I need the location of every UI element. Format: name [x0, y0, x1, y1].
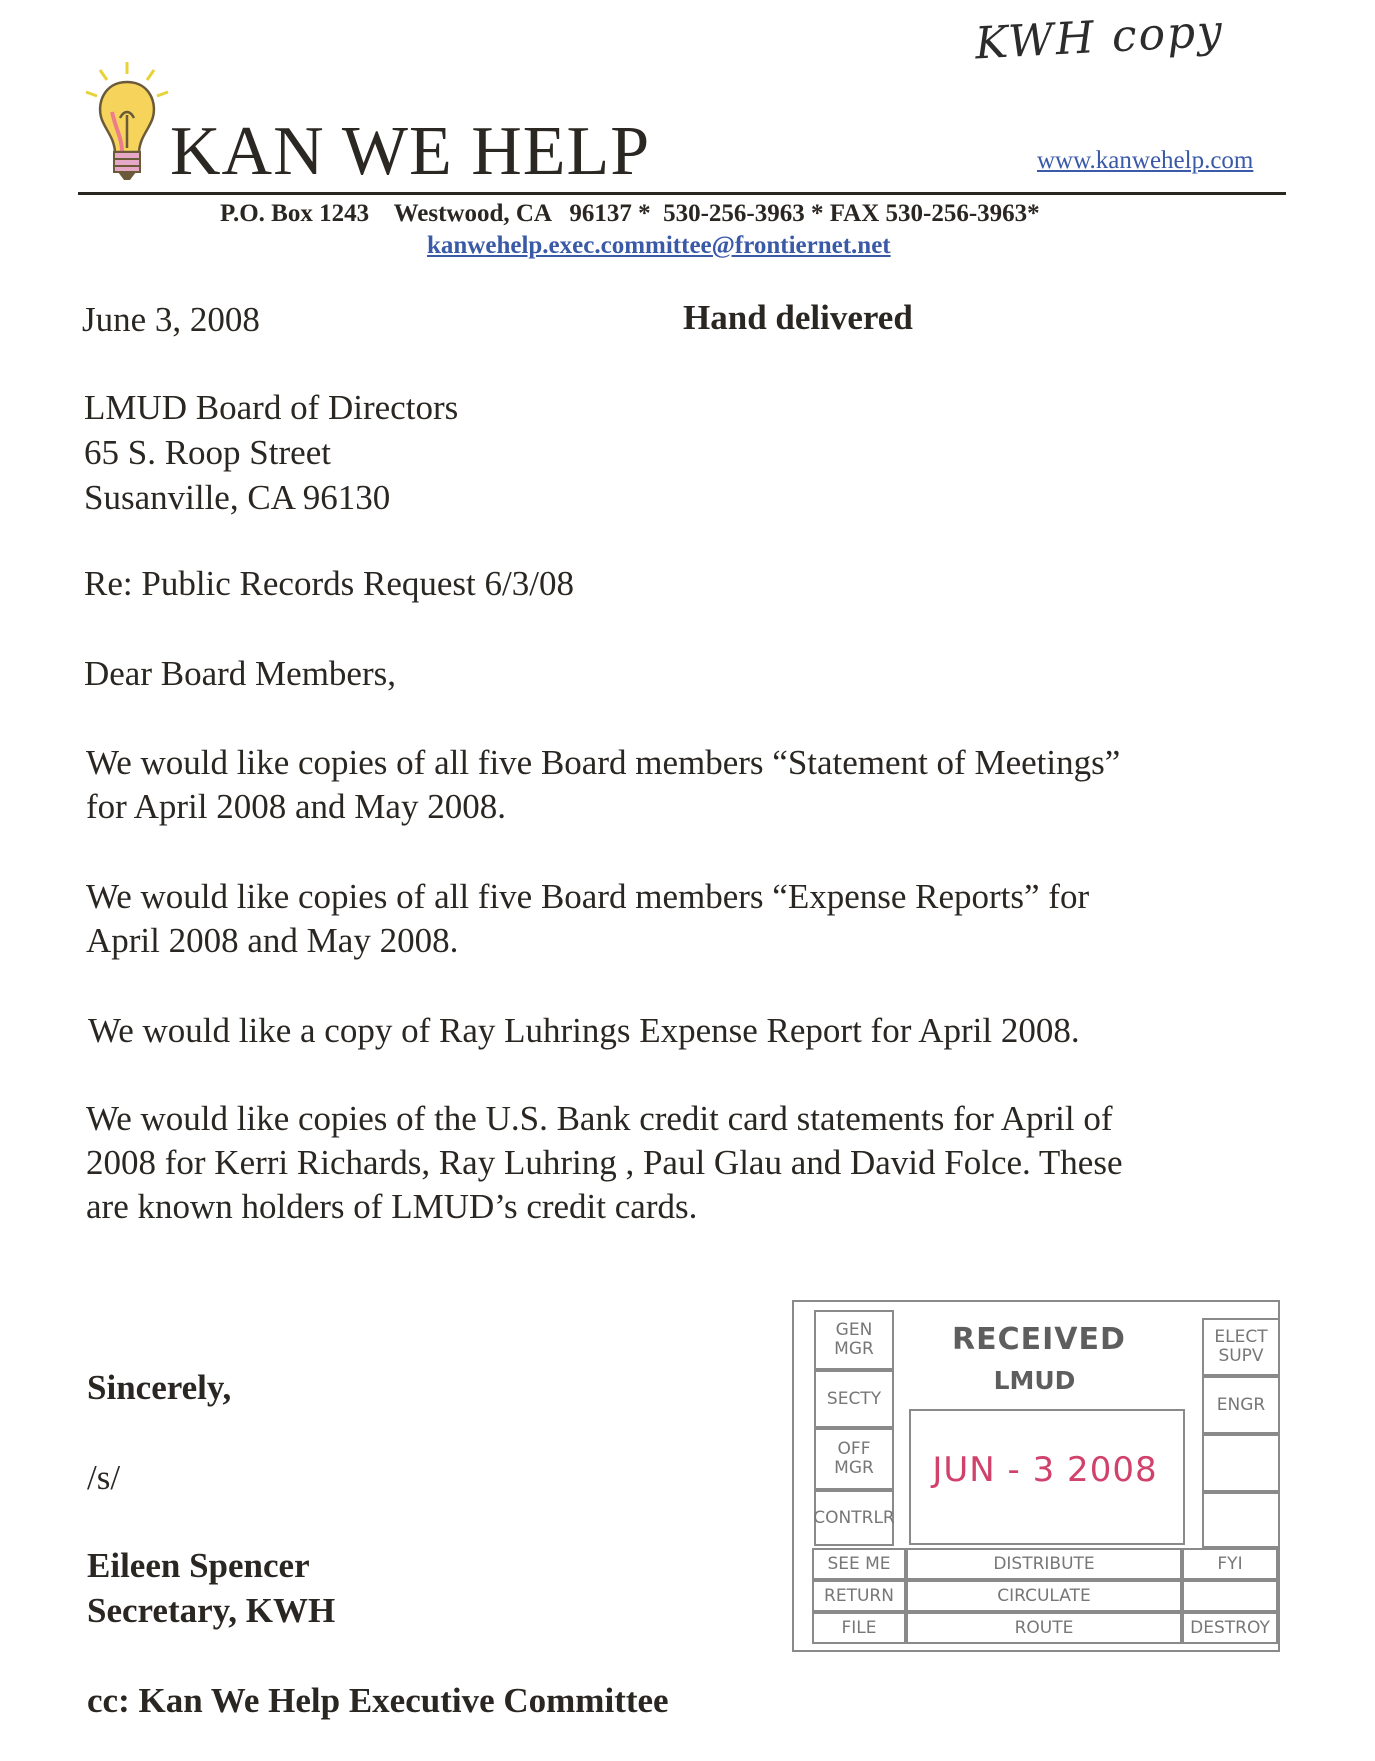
stamp-cell: DISTRIBUTE: [906, 1548, 1182, 1580]
paragraph-line: 2008 for Kerri Richards, Ray Luhring , Paul Glau and David Folce. These: [86, 1143, 1123, 1182]
paragraph: [86, 1097, 1122, 1229]
paragraph-line: for April 2008 and May 2008.: [86, 787, 506, 826]
stamp-org: LMUD: [993, 1366, 1076, 1395]
paragraph-line: are known holders of LMUD’s credit cards.: [86, 1187, 698, 1226]
signer-title: Secretary, KWH: [87, 1591, 336, 1630]
signature: /s/: [87, 1458, 121, 1497]
paragraph-line: We would like a copy of Ray Luhrings Expense Report for April 2008.: [88, 1011, 1080, 1050]
stamp-cell: DESTROY: [1182, 1612, 1278, 1644]
recipient-line: Susanville, CA 96130: [84, 478, 391, 517]
stamp-cell: FILE: [812, 1612, 906, 1644]
stamp-cell: ELECT SUPV: [1202, 1318, 1280, 1376]
website-link[interactable]: www.kanwehelp.com: [1037, 147, 1254, 174]
stamp-cell: FYI: [1182, 1548, 1278, 1580]
paragraph: [86, 875, 1089, 963]
subject-line: Re: Public Records Request 6/3/08: [84, 564, 574, 603]
header-divider: [78, 192, 1286, 195]
stamp-cell: SECTY: [814, 1370, 894, 1428]
signer-name: Eileen Spencer: [87, 1546, 310, 1585]
cc-line: cc: Kan We Help Executive Committee: [87, 1681, 669, 1720]
stamp-cell: CIRCULATE: [906, 1580, 1182, 1612]
stamp-cell: OFF MGR: [814, 1428, 894, 1490]
stamp-cell: SEE ME: [812, 1548, 906, 1580]
stamp-cell: [1202, 1434, 1280, 1492]
paragraph: [88, 1009, 1080, 1053]
org-name: KAN WE HELP: [170, 113, 651, 190]
paragraph-line: April 2008 and May 2008.: [86, 921, 459, 960]
paragraph: [86, 741, 1120, 829]
email-link[interactable]: kanwehelp.exec.committee@frontiernet.net: [427, 232, 891, 259]
handwritten-note: KWH copy: [973, 5, 1226, 70]
delivery-note: Hand delivered: [683, 298, 913, 337]
stamp-cell: [1202, 1492, 1280, 1548]
stamp-date: JUN - 3 2008: [932, 1450, 1158, 1490]
org-address: P.O. Box 1243 Westwood, CA 96137 * 530-256-3963 * FAX 530-256-3963*: [220, 200, 1040, 227]
stamp-cell: RETURN: [812, 1580, 906, 1612]
stamp-cell: ENGR: [1202, 1376, 1280, 1434]
received-stamp: [792, 1300, 1280, 1652]
lightbulb-icon: [80, 60, 175, 190]
recipient-line: LMUD Board of Directors: [84, 388, 459, 427]
stamp-cell: [1182, 1580, 1278, 1612]
stamp-cell: ROUTE: [906, 1612, 1182, 1644]
paragraph-line: We would like copies of all five Board members “Statement of Meetings”: [86, 743, 1121, 782]
letter-date: June 3, 2008: [82, 300, 260, 339]
paragraph-line: We would like copies of the U.S. Bank credit card statements for April of: [86, 1099, 1113, 1138]
stamp-cell: GEN MGR: [814, 1310, 894, 1370]
stamp-heading: RECEIVED: [952, 1322, 1126, 1357]
stamp-cell: CONTRLR: [814, 1490, 894, 1546]
paragraph-line: We would like copies of all five Board members “Expense Reports” for: [86, 877, 1090, 916]
recipient-address: [84, 385, 458, 520]
recipient-line: 65 S. Roop Street: [84, 433, 331, 472]
closing: Sincerely,: [87, 1368, 232, 1407]
salutation: Dear Board Members,: [84, 654, 396, 693]
